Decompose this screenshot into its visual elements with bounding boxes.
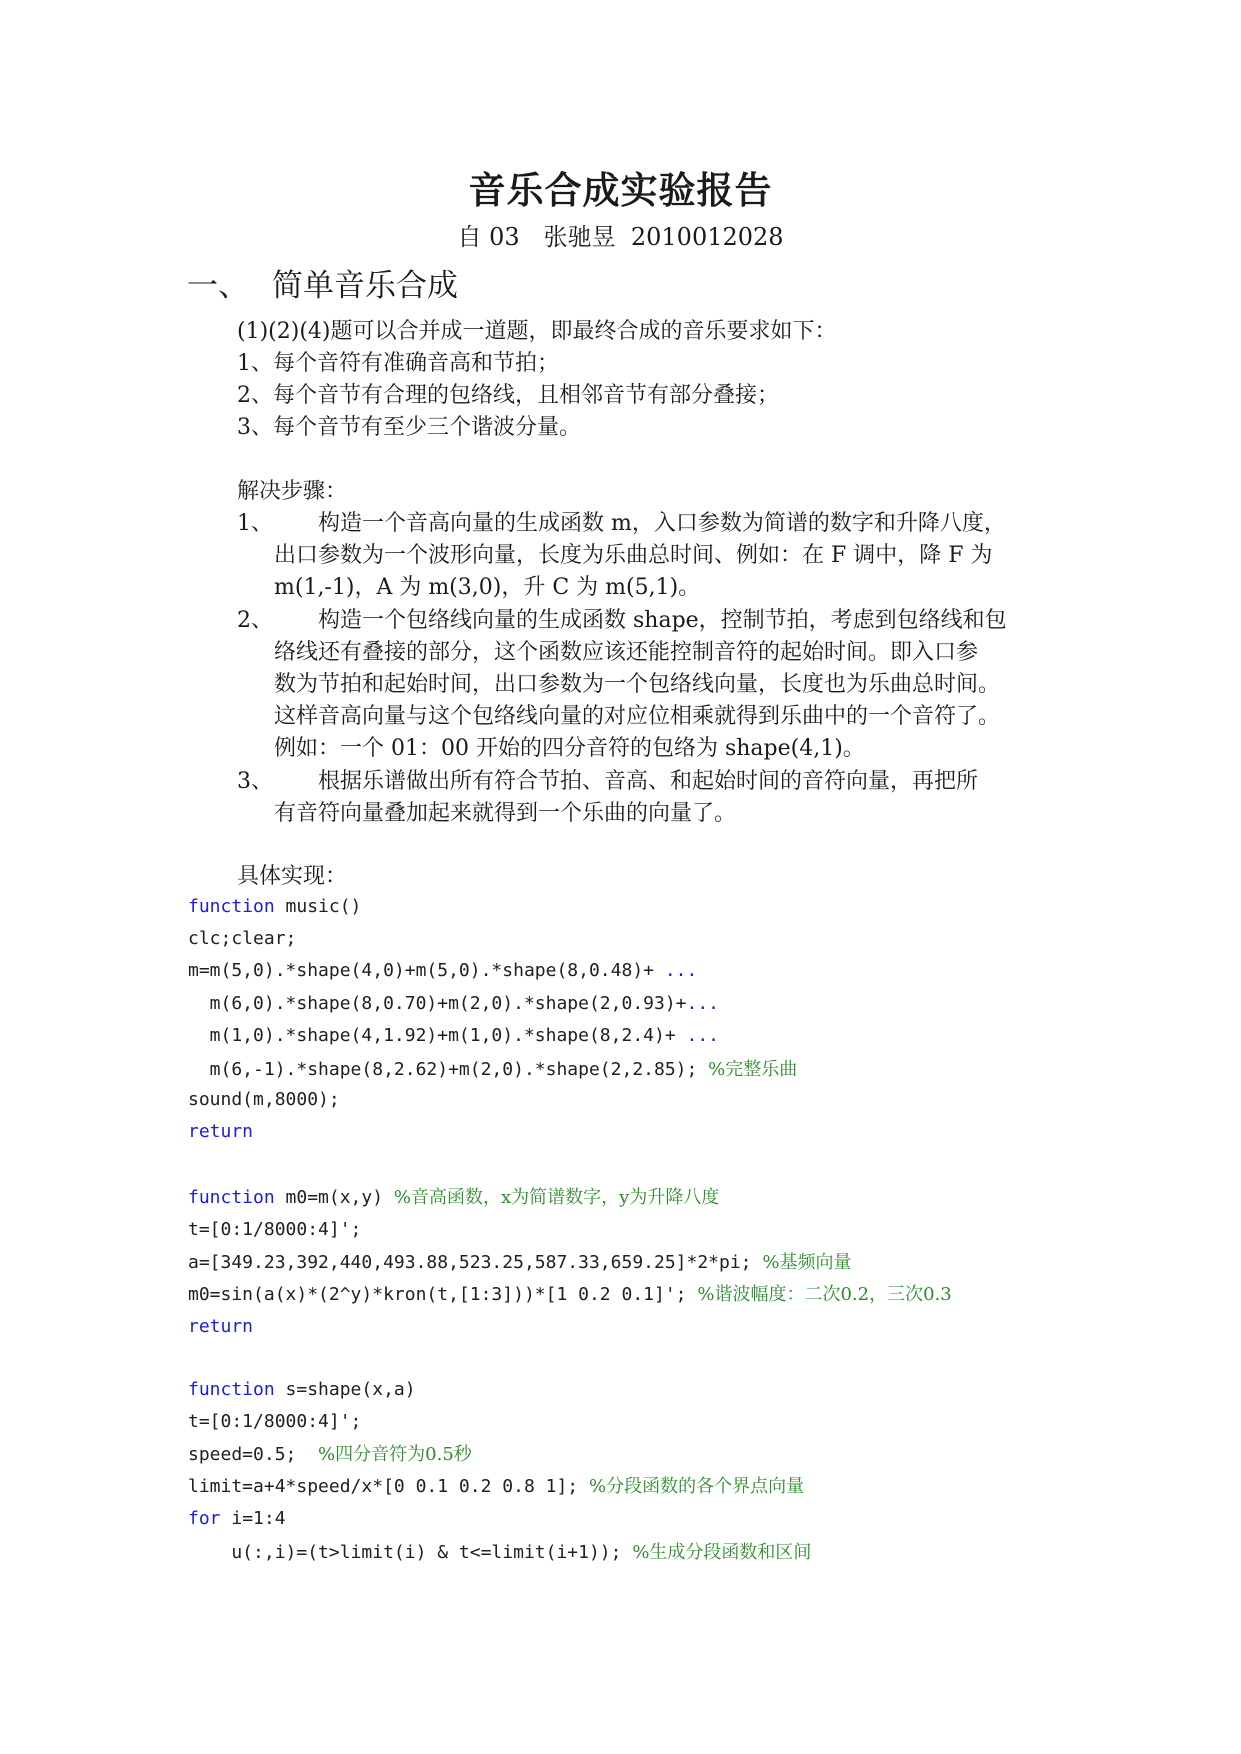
step-line: 根据乐谱做出所有符合节拍、音高、和起始时间的音符向量，再把所 xyxy=(318,769,979,794)
code-comment: %完整乐曲 xyxy=(708,1059,798,1080)
code-line xyxy=(188,1378,416,1402)
code-line xyxy=(188,927,296,951)
code-comment: %生成分段函数和区间 xyxy=(632,1542,812,1563)
code-text: t=[0:1/8000:4]'; xyxy=(188,1219,362,1240)
step-line: 例如：一个 01：00 开始的四分音符的包络为 shape(4,1)。 xyxy=(274,736,865,761)
step-number: 3、 xyxy=(237,769,273,794)
code-line xyxy=(188,1186,719,1210)
code-line xyxy=(188,1475,804,1499)
step-number: 1、 xyxy=(237,511,273,536)
code-line xyxy=(188,1283,952,1307)
code-line xyxy=(188,959,697,983)
code-text: m(1,0).*shape(4,1.92)+m(1,0).*shape(8,2.4)+ xyxy=(188,1025,687,1046)
code-line xyxy=(188,1541,811,1565)
author-line: 自 03 张驰昱 2010012028 xyxy=(457,223,784,251)
code-comment: %谐波幅度：二次0.2，三次0.3 xyxy=(697,1284,952,1305)
intro-line: 1、每个音符有准确音高和节拍； xyxy=(237,351,559,376)
code-text: music() xyxy=(274,896,362,917)
code-keyword: function xyxy=(188,896,275,917)
intro-line: 2、每个音节有合理的包络线，且相邻音节有部分叠接； xyxy=(237,383,779,408)
code-continuation: ... xyxy=(664,960,698,981)
steps-heading: 解决步骤： xyxy=(237,479,348,504)
code-text: i=1:4 xyxy=(220,1508,286,1529)
code-line xyxy=(188,992,719,1016)
code-text: sound(m,8000); xyxy=(188,1089,340,1110)
step-line: 数为节拍和起始时间，出口参数为一个包络线向量，长度也为乐曲总时间。 xyxy=(274,672,1001,697)
step-line: 络线还有叠接的部分，这个函数应该还能控制音符的起始时间。即入口参 xyxy=(274,640,979,665)
code-keyword: return xyxy=(188,1121,254,1142)
code-text: m0=sin(a(x)*(2^y)*kron(t,[1:3]))*[1 0.2 0.1]'; xyxy=(188,1284,698,1305)
code-keyword: return xyxy=(188,1316,254,1337)
implementation-heading: 具体实现： xyxy=(237,864,348,889)
code-comment: %基频向量 xyxy=(762,1252,852,1273)
section-title: 简单音乐合成 xyxy=(272,268,458,304)
code-line xyxy=(188,1218,361,1242)
code-comment: %音高函数，x为简谱数字，y为升降八度 xyxy=(393,1187,720,1208)
code-line xyxy=(188,895,361,919)
code-line xyxy=(188,1120,253,1144)
code-continuation: ... xyxy=(686,993,720,1014)
code-text: speed=0.5; xyxy=(188,1444,319,1465)
document-title: 音乐合成实验报告 xyxy=(468,168,773,212)
step-line: m(1,-1)，A 为 m(3,0)，升 C 为 m(5,1)。 xyxy=(274,575,701,600)
code-keyword: function xyxy=(188,1187,275,1208)
code-text: t=[0:1/8000:4]'; xyxy=(188,1411,362,1432)
code-text: m=m(5,0).*shape(4,0)+m(5,0).*shape(8,0.48)+ xyxy=(188,960,665,981)
code-text: a=[349.23,392,440,493.88,523.25,587.33,659.25]*2*pi; xyxy=(188,1252,763,1273)
code-text: u(:,i)=(t>limit(i) & t<=limit(i+1)); xyxy=(188,1542,633,1563)
intro-line: (1)(2)(4)题可以合并成一道题，即最终合成的音乐要求如下： xyxy=(237,319,837,344)
step-line: 构造一个包络线向量的生成函数 shape，控制节拍，考虑到包络线和包 xyxy=(318,608,1007,633)
code-line xyxy=(188,1315,253,1339)
code-text: m0=m(x,y) xyxy=(274,1187,394,1208)
code-text: m(6,0).*shape(8,0.70)+m(2,0).*shape(2,0.93)+ xyxy=(188,993,687,1014)
code-text: limit=a+4*speed/x*[0 0.1 0.2 0.8 1]; xyxy=(188,1476,589,1497)
code-line xyxy=(188,1251,851,1275)
step-line: 出口参数为一个波形向量，长度为乐曲总时间、例如：在 F 调中，降 F 为 xyxy=(274,543,993,568)
step-line: 有音符向量叠加起来就得到一个乐曲的向量了。 xyxy=(274,801,737,826)
code-comment: %分段函数的各个界点向量 xyxy=(588,1476,805,1497)
step-line: 构造一个音高向量的生成函数 m，入口参数为简谱的数字和升降八度， xyxy=(318,511,1006,536)
code-line xyxy=(188,1058,797,1082)
code-line xyxy=(188,1410,361,1434)
intro-line: 3、每个音节有至少三个谐波分量。 xyxy=(237,415,581,440)
code-line xyxy=(188,1088,340,1112)
code-continuation: ... xyxy=(686,1025,720,1046)
code-line xyxy=(188,1443,472,1467)
step-line: 这样音高向量与这个包络线向量的对应位相乘就得到乐曲中的一个音符了。 xyxy=(274,704,1001,729)
code-comment: %四分音符为0.5秒 xyxy=(318,1444,472,1465)
code-text: m(6,-1).*shape(8,2.62)+m(2,0).*shape(2,2.85); xyxy=(188,1059,709,1080)
code-text: s=shape(x,a) xyxy=(274,1379,416,1400)
code-line xyxy=(188,1024,719,1048)
step-number: 2、 xyxy=(237,608,273,633)
code-text: clc;clear; xyxy=(188,928,297,949)
section-number: 一、 xyxy=(187,268,249,304)
code-line xyxy=(188,1507,286,1531)
code-keyword: function xyxy=(188,1379,275,1400)
code-keyword: for xyxy=(188,1508,221,1529)
